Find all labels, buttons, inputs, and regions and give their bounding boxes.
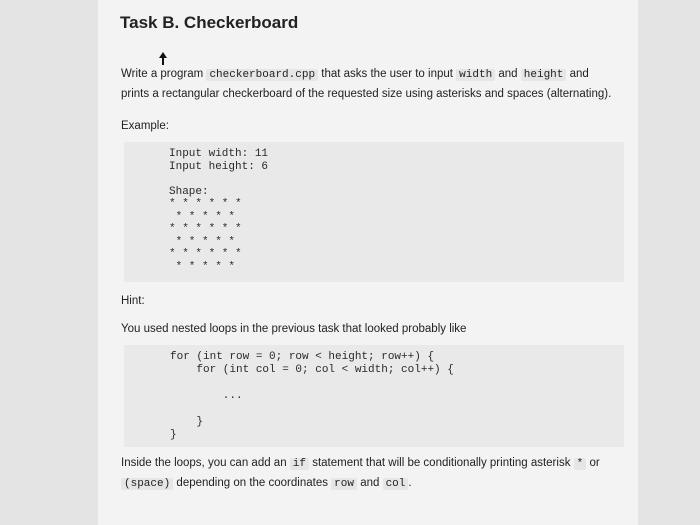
hint-code: for (int row = 0; row < height; row++) { for (int col = 0; col < width; col++) { ... } } xyxy=(170,351,454,441)
inside-line-1 xyxy=(121,455,600,472)
inside-text: . xyxy=(408,477,412,489)
example-code: Input width: 11 Input height: 6 Shape: * * * * * * * * * * * * * * * * * * * * * * * * * * * * * * * * * xyxy=(169,148,269,273)
intro-text: Write a program xyxy=(121,68,204,80)
asterisk-code: * xyxy=(574,458,587,470)
hint-text: You used nested loops in the previous task that looked probably like xyxy=(121,323,467,335)
height-code: height xyxy=(521,69,567,81)
col-code: col xyxy=(383,478,409,490)
inside-text: Inside the loops, you can add an xyxy=(121,457,287,469)
intro-text: and xyxy=(569,68,589,80)
inside-text: or xyxy=(589,457,600,469)
inside-line-2 xyxy=(121,475,412,492)
example-label: Example: xyxy=(121,120,169,132)
width-code: width xyxy=(456,69,495,81)
if-code: if xyxy=(290,458,309,470)
inside-text: and xyxy=(360,477,380,489)
intro-text: and xyxy=(498,68,518,80)
intro-text: that asks the user to input xyxy=(321,68,453,80)
hint-label: Hint: xyxy=(121,295,145,307)
intro-line-1 xyxy=(121,66,589,83)
inside-text: depending on the coordinates xyxy=(176,477,328,489)
space-code: (space) xyxy=(121,478,173,490)
row-code: row xyxy=(331,478,357,490)
mouse-cursor-icon xyxy=(158,52,168,66)
inside-text: statement that will be conditionally printing asterisk xyxy=(312,457,571,469)
intro-line-2: prints a rectangular checkerboard of the requested size using asterisks and spaces (alternating). xyxy=(121,88,612,100)
hint-code-block xyxy=(124,345,624,447)
page-title: Task B. Checkerboard xyxy=(120,13,299,32)
filename-code: checkerboard.cpp xyxy=(206,69,318,81)
example-code-block xyxy=(124,142,624,282)
